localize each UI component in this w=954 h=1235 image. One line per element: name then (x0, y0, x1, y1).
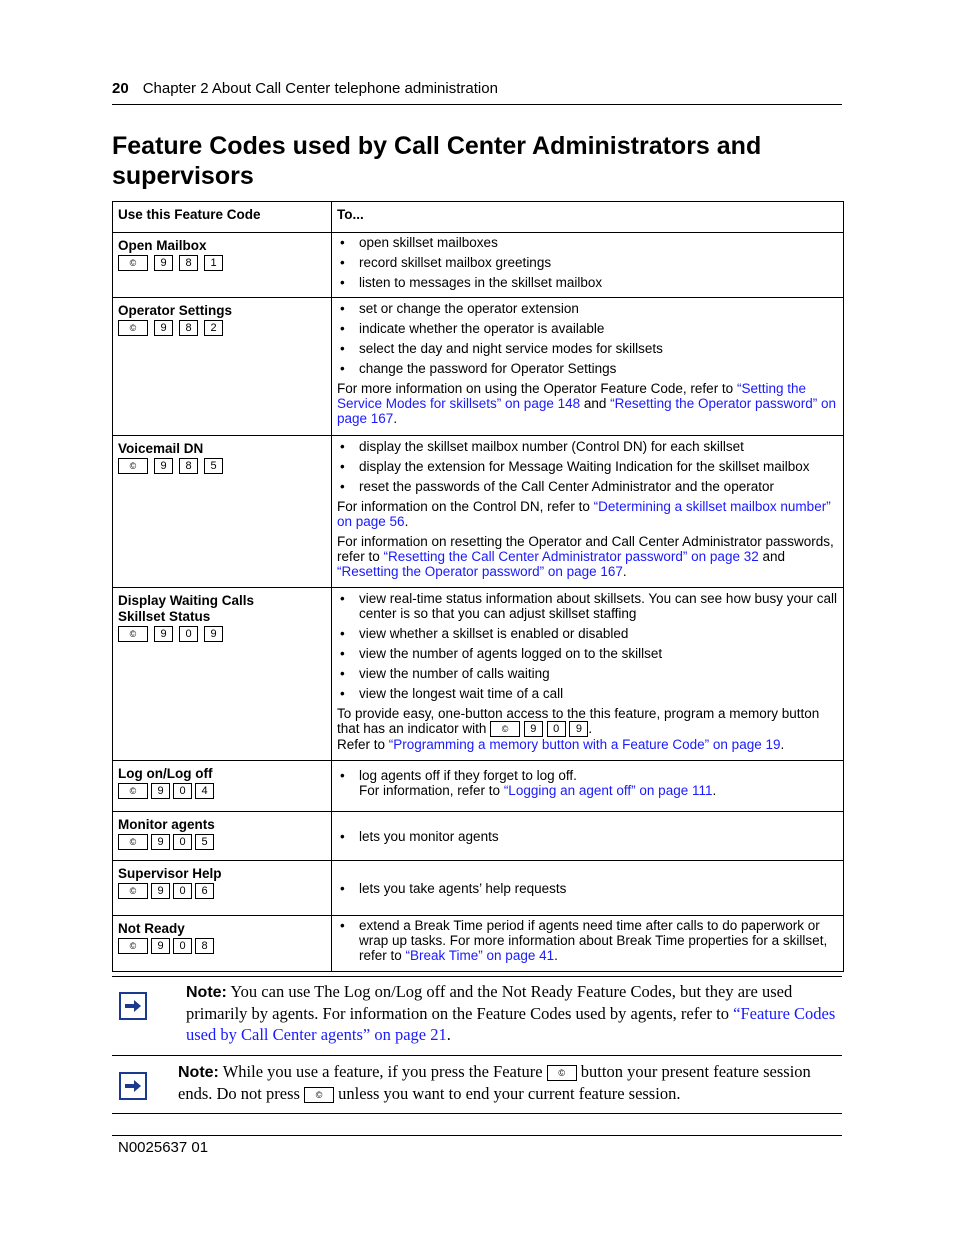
digit-key: 9 (151, 834, 170, 850)
digit-key: 9 (204, 626, 223, 642)
feature-key-icon: © (118, 320, 148, 336)
list-item: • change the password for Operator Settings (337, 361, 838, 376)
feature-key-icon: © (490, 721, 520, 737)
digit-key: 6 (195, 883, 214, 899)
section-title: Feature Codes used by Call Center Administrators and supervisors (112, 132, 762, 190)
digit-key: 5 (195, 834, 214, 850)
control-dn-info: For information on the Control DN, refer to “Determining a skillset mailbox number” on page 56. (337, 499, 831, 529)
feature-key-icon: © (118, 783, 148, 799)
digit-key: 0 (173, 834, 192, 850)
page-header (112, 80, 842, 97)
table-row (113, 761, 844, 812)
feature-name-line1: Display Waiting Calls (118, 593, 255, 608)
digit-key: 8 (179, 320, 198, 336)
table-row (113, 812, 844, 861)
note2-top-rule (112, 1055, 842, 1056)
digit-key: 9 (151, 783, 170, 799)
digit-key: 8 (179, 458, 198, 474)
cross-ref-link[interactable]: “Determining a skillset mailbox number” on page 56 (337, 499, 831, 529)
note-arrow-icon (119, 992, 147, 1020)
list-item: • set or change the operator extension (337, 301, 838, 316)
list-item: • display the extension for Message Waiting Indication for the skillset mailbox (337, 459, 838, 474)
list-item: • extend a Break Time period if agents need time after calls to do paperwork or wrap up tasks. For more information about Break Time properties for a skillset, refer to “Break Time” on page 41. (337, 918, 838, 963)
digit-key: 9 (524, 721, 543, 737)
cross-ref-link[interactable]: “Resetting the Operator password” on page 167 (337, 396, 837, 426)
cross-ref-link[interactable]: “Setting the Service Modes for skillsets” on page 148 (337, 381, 806, 411)
note-1 (112, 978, 842, 1048)
digit-key: 9 (154, 626, 173, 642)
list-item: • display the skillset mailbox number (Control DN) for each skillset (337, 439, 838, 454)
feature-name-line2: Skillset Status (118, 609, 211, 624)
key-sequence (118, 783, 326, 799)
feature-key-icon: © (118, 834, 148, 850)
list-item: • listen to messages in the skillset mailbox (337, 275, 838, 290)
list-item: • view real-time status information about skillsets. You can see how busy your call center is so that you can adjust skillset staffing (337, 591, 838, 621)
feature-key-icon: © (118, 626, 148, 642)
table-row (113, 436, 844, 588)
list-item: • select the day and night service modes for skillsets (337, 341, 838, 356)
digit-key: 0 (173, 938, 192, 954)
page-number: 20 (112, 80, 129, 97)
table-row (113, 233, 844, 298)
feature-name: Voicemail DN (118, 441, 204, 456)
chapter-title: Chapter 2 About Call Center telephone administration (142, 80, 498, 97)
col2-header: To... (332, 202, 844, 233)
table-row (113, 298, 844, 436)
more-info-text: For more information on using the Operator Feature Code, refer to “Setting the Service Modes for skillsets” on page 148 and “Resetting the Operator password” on page 167. (337, 381, 837, 426)
digit-key: 0 (179, 626, 198, 642)
header-rule (112, 104, 842, 105)
cross-ref-link[interactable]: “Programming a memory button with a Feature Code” on page 19 (388, 737, 781, 753)
note-2 (112, 1057, 842, 1113)
col1-header: Use this Feature Code (113, 202, 332, 233)
table-row (113, 588, 844, 761)
digit-key: 5 (204, 458, 223, 474)
digit-key: 4 (195, 783, 214, 799)
key-sequence (118, 626, 326, 642)
digit-key: 1 (204, 255, 223, 271)
list-item: • view the longest wait time of a call (337, 686, 838, 701)
feature-name: Log on/Log off (118, 766, 213, 781)
digit-key: 0 (173, 883, 192, 899)
key-sequence (118, 883, 326, 899)
note-2-text: Note: While you use a feature, if you press the Feature © button your present feature session ends. Do not press © unless you want to end your current feature session. (178, 1062, 811, 1103)
feature-name: Operator Settings (118, 303, 233, 318)
note2-bottom-rule (112, 1113, 842, 1114)
document-number: N0025637 01 (118, 1139, 209, 1156)
table-row (113, 861, 844, 916)
key-sequence (118, 458, 326, 474)
list-item: • lets you monitor agents (337, 829, 838, 844)
feature-key-icon: © (547, 1065, 577, 1081)
digit-key: 0 (173, 783, 192, 799)
feature-name: Monitor agents (118, 817, 215, 832)
note-1-text: Note: You can use The Log on/Log off and the Not Ready Feature Codes, but they are used primarily by agents. For information on the Feature Codes used by agents, refer to “Feature Codes used by Call Center agents” on page 21. (186, 982, 836, 1044)
digit-key: 0 (547, 721, 566, 737)
cross-ref-link[interactable]: “Resetting the Call Center Administrator password” on page 32 (383, 549, 759, 564)
feature-name: Supervisor Help (118, 866, 222, 881)
cross-ref-link[interactable]: “Feature Codes used by Call Center agents” on page 21 (186, 1004, 836, 1044)
digit-key: 8 (195, 938, 214, 954)
list-item: • log agents off if they forget to log off. For information, refer to “Logging an agent off” on page 111. (337, 768, 838, 798)
list-item: • reset the passwords of the Call Center Administrator and the operator (337, 479, 838, 494)
password-reset-info: For information on resetting the Operator and Call Center Administrator passwords, refer to “Resetting the Call Center Administrator password” on page 32 and “Resetting the Operator password” on page 167. (337, 534, 834, 579)
note-label: Note: (178, 1064, 219, 1081)
digit-key: 9 (151, 883, 170, 899)
list-item: • view whether a skillset is enabled or disabled (337, 626, 838, 641)
footer-rule (112, 1135, 842, 1136)
memory-button-info: To provide easy, one-button access to the this feature, program a memory button that has an indicator with © 9 0 9 . Refer to “Programming a memory button with a Feature Code” on page 19. (337, 706, 820, 753)
cross-ref-link[interactable]: “Resetting the Operator password” on page 167 (337, 564, 623, 579)
feature-key-icon: © (118, 458, 148, 474)
key-sequence (118, 255, 326, 271)
digit-key: 9 (569, 721, 588, 737)
digit-key: 9 (154, 320, 173, 336)
list-item: • view the number of calls waiting (337, 666, 838, 681)
key-sequence (118, 320, 326, 336)
key-sequence (118, 938, 326, 954)
list-item: • lets you take agents’ help requests (337, 881, 838, 896)
digit-key: 9 (154, 255, 173, 271)
key-sequence (118, 834, 326, 850)
feature-key-icon: © (118, 883, 148, 899)
note-label: Note: (186, 984, 227, 1001)
digit-key: 9 (151, 938, 170, 954)
list-item: • record skillset mailbox greetings (337, 255, 838, 270)
feature-key-icon: © (304, 1087, 334, 1103)
digit-key: 9 (154, 458, 173, 474)
note1-top-rule (112, 976, 842, 977)
feature-code-table (112, 201, 844, 972)
feature-key-icon: © (118, 255, 148, 271)
feature-key-icon: © (118, 938, 148, 954)
digit-key: 2 (204, 320, 223, 336)
list-item: • view the number of agents logged on to the skillset (337, 646, 838, 661)
list-item: • indicate whether the operator is available (337, 321, 838, 336)
note-arrow-icon (119, 1072, 147, 1100)
feature-name: Not Ready (118, 921, 185, 936)
cross-ref-link[interactable]: “Logging an agent off” on page 111 (503, 783, 713, 798)
cross-ref-link[interactable]: “Break Time” on page 41 (405, 948, 555, 963)
table-header-row (113, 202, 844, 233)
table-row (113, 916, 844, 972)
feature-name: Open Mailbox (118, 238, 207, 253)
list-item: • open skillset mailboxes (337, 235, 838, 250)
digit-key: 8 (179, 255, 198, 271)
